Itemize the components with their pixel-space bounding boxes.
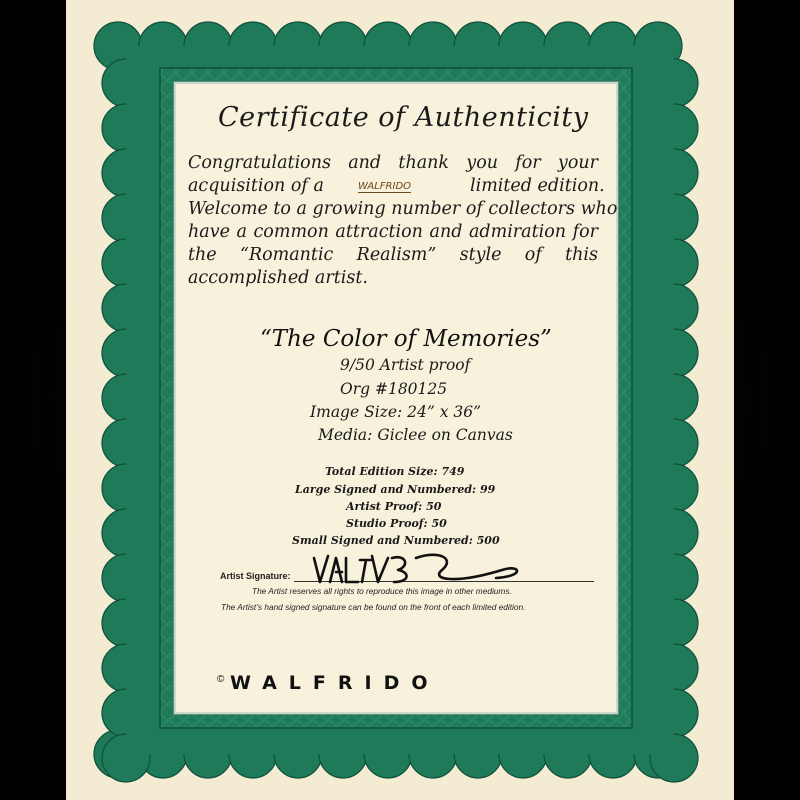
copyright-symbol: © bbox=[217, 674, 225, 685]
hand-sign-notice: The Artist’s hand signed signature can be found on the front of each limited edition. bbox=[221, 602, 526, 612]
artwork-title: “The Color of Memories” bbox=[260, 326, 552, 352]
artist-proof-value: 50 bbox=[426, 500, 442, 513]
large-signed-value: 99 bbox=[479, 483, 496, 496]
artist-handwritten-signature bbox=[306, 548, 536, 588]
paragraph-line-3: Welcome to a growing number of collectors who bbox=[188, 199, 618, 219]
artist-proof-row bbox=[346, 500, 441, 513]
handwritten-artist-name: WALFRIDO bbox=[358, 181, 412, 192]
artwork-org-number: Org #180125 bbox=[340, 380, 448, 398]
certificate-title: Certificate of Authenticity bbox=[218, 102, 589, 133]
paragraph-line-5: the “Romantic Realism” style of this bbox=[188, 245, 598, 265]
total-edition-label: Total Edition Size: bbox=[325, 465, 438, 478]
studio-proof-row bbox=[346, 517, 447, 530]
studio-proof-value: 50 bbox=[431, 517, 447, 530]
artist-brand-logo: WALFRIDO bbox=[230, 672, 440, 694]
artwork-media: Media: Giclee on Canvas bbox=[318, 426, 513, 444]
small-signed-label: Small Signed and Numbered: bbox=[292, 534, 473, 547]
rights-notice: The Artist reserves all rights to reproduce this image in other mediums. bbox=[252, 586, 512, 596]
artist-proof-label: Artist Proof: bbox=[346, 500, 423, 513]
small-signed-row bbox=[292, 534, 500, 547]
paragraph-line-2b: limited edition. bbox=[470, 176, 605, 196]
paragraph-line-2a: acquisition of a bbox=[188, 176, 324, 196]
total-edition-value: 749 bbox=[441, 465, 465, 478]
artist-signature-label: Artist Signature: bbox=[220, 571, 291, 581]
total-edition-row bbox=[325, 465, 464, 478]
large-signed-row bbox=[295, 483, 495, 496]
small-signed-value: 500 bbox=[476, 534, 500, 547]
artwork-image-size: Image Size: 24” x 36” bbox=[310, 403, 482, 421]
large-signed-label: Large Signed and Numbered: bbox=[295, 483, 477, 496]
paragraph-line-6: accomplished artist. bbox=[188, 268, 368, 288]
studio-proof-label: Studio Proof: bbox=[346, 517, 428, 530]
paragraph-line-4: have a common attraction and admiration for bbox=[188, 222, 598, 242]
artwork-edition: 9/50 Artist proof bbox=[340, 356, 471, 374]
paragraph-line-1: Congratulations and thank you for your bbox=[188, 153, 598, 173]
